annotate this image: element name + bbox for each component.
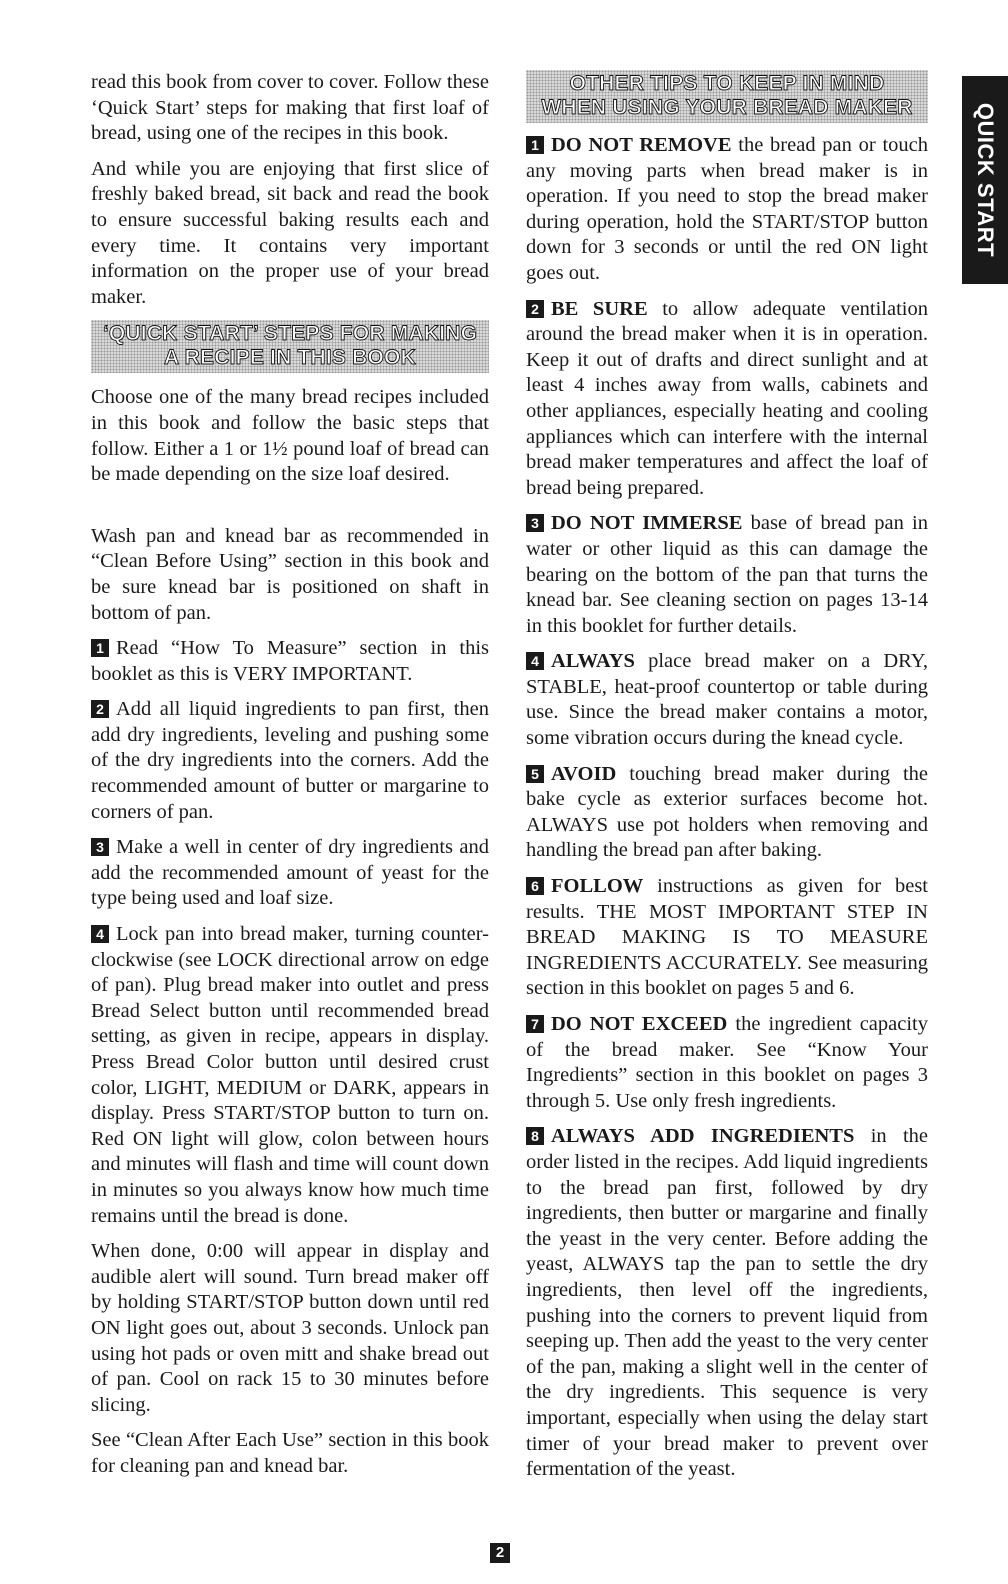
tip-number-badge: 2 — [526, 300, 544, 318]
heading-line: A RECIPE IN THIS BOOK — [164, 346, 416, 370]
tip-text: instructions as given for best results. THE MOST IMPORTANT STEP IN BREAD MAKING IS TO MEASURE INGREDIENTS ACCURATELY. See measuring section in this booklet on pages 5 and 6. — [526, 875, 928, 1000]
step-text: Read “How To Measure” section in this booklet as this is VERY IMPORTANT. — [91, 637, 489, 685]
tip-lead: FOLLOW — [551, 875, 644, 898]
tip-number-badge: 3 — [526, 514, 544, 532]
side-tab-label: QUICK START — [973, 102, 998, 258]
tip-text: the bread pan or touch any moving parts when bread maker is in operation. If you need to stop the bread maker during operation, hold the START/STOP button down for 3 seconds or until the red ON light goes out. — [526, 134, 928, 284]
tip-item — [526, 133, 928, 287]
tip-item — [526, 297, 928, 502]
step-item — [91, 697, 489, 825]
step-item — [91, 922, 489, 1229]
wash-pan-paragraph: Wash pan and knead bar as recommended in “Clean Before Using” section in this book and be sure knead bar is positioned on shaft in bottom of pan. — [91, 524, 489, 624]
other-tips-heading — [526, 70, 928, 123]
tip-item — [526, 1012, 928, 1114]
step-number-badge: 2 — [91, 700, 109, 718]
page-number: 2 — [490, 1543, 510, 1563]
tip-text: in the order listed in the recipes. Add liquid ingredients to the bread pan first, followed by dry ingredients, then butter or margarine and finally the yeast in the very center. Before adding the yeast, ALWAYS tap the pan to settle the dry ingredients, then level off the ingredients, pushing into the corners to prevent liquid from seeping up. Then add the yeast to the very center of the pan, making a slight well in the center of the dry ingredients. This sequence is very important, especially when using the delay start timer of your bread maker to prevent over fermentation of the yeast. — [526, 1125, 928, 1481]
tip-text: the ingredient capacity of the bread maker. See “Know Your Ingredients” section in this booklet on pages 3 through 5. Use only fresh ingredients. — [526, 1013, 928, 1112]
tip-lead: AVOID — [551, 762, 617, 785]
tip-lead: DO NOT REMOVE — [551, 134, 732, 156]
intro-paragraph: read this book from cover to cover. Follow these ‘Quick Start’ steps for making that first loaf of bread, using one of the recipes in this book. — [91, 71, 489, 145]
tip-item — [526, 649, 928, 751]
step-text: Make a well in center of dry ingredients and add the recommended amount of yeast for the type being used and loaf size. — [91, 836, 489, 910]
tip-number-badge: 6 — [526, 877, 544, 895]
choose-recipe-paragraph: Choose one of the many bread recipes included in this book and follow the basic steps that follow. Either a 1 or 1½ pound loaf of bread can be made depending on the size loaf desired. — [91, 386, 489, 486]
tip-item — [526, 762, 928, 864]
see-clean-paragraph: See “Clean After Each Use” section in this book for cleaning pan and knead bar. — [91, 1429, 489, 1477]
intro-paragraph-2: And while you are enjoying that first slice of freshly baked bread, sit back and read the book to ensure successful baking results each and every time. It contains very important information on the proper use of your bread maker. — [91, 157, 489, 308]
heading-line: ‘QUICK START’ STEPS FOR MAKING — [102, 322, 478, 346]
tip-item — [526, 874, 928, 1002]
tip-number-badge: 1 — [526, 136, 544, 154]
heading-line: WHEN USING YOUR BREAD MAKER — [541, 96, 913, 119]
step-number-badge: 3 — [91, 838, 109, 856]
tip-number-badge: 8 — [526, 1127, 544, 1145]
tip-item — [526, 1124, 928, 1482]
left-column — [91, 70, 489, 1490]
tip-lead: DO NOT EXCEED — [551, 1013, 728, 1035]
step-text: Add all liquid ingredients to pan first, then add dry ingredients, leveling and pushing some of the dry ingredients into the corners. Add the recommended amount of butter or margarine to corners of pan. — [91, 698, 489, 823]
quick-start-heading — [91, 320, 489, 373]
tip-lead: ALWAYS — [551, 650, 635, 673]
step-number-badge: 1 — [91, 639, 109, 657]
tip-number-badge: 4 — [526, 652, 544, 670]
tip-lead: BE SURE — [551, 297, 648, 320]
tip-text: base of bread pan in water or other liquid as this can damage the bearing on the bottom of the pan that turns the knead bar. See cleaning section on pages 13-14 in this booklet for further details. — [526, 512, 929, 637]
tip-text: to allow adequate ventilation around the bread maker when it is in operation. Keep it out of drafts and direct sunlight and at least 4 inches away from walls, cabinets and other appliances, especially heating and cooling appliances which can interfere with the internal bread maker temperatures and affect the loaf of bread being prepared. — [526, 297, 928, 499]
step-item — [91, 636, 489, 687]
heading-line: OTHER TIPS TO KEEP IN MIND — [569, 72, 885, 95]
tip-item — [526, 511, 928, 639]
right-column — [526, 70, 928, 1493]
step-number-badge: 4 — [91, 925, 109, 943]
tip-number-badge: 7 — [526, 1015, 544, 1033]
step-text: Lock pan into bread maker, turning counter-clockwise (see LOCK directional arrow on edge of pan). Plug bread maker into outlet and press Bread Select button until recommended bread setting, as given in recipe, appears in display. Press Bread Color button until desired crust color, LIGHT, MEDIUM or DARK, appears in display. Press START/STOP button to turn on. Red ON light will glow, colon between hours and minutes will flash and time will count down in minutes so you always know how much time remains until the bread is done. — [91, 923, 489, 1227]
tip-number-badge: 5 — [526, 765, 544, 783]
tip-text: place bread maker on a DRY, STABLE, heat-proof countertop or table during use. Since the bread maker contains a motor, some vibration occurs during the knead cycle. — [526, 650, 928, 750]
tip-lead: ALWAYS ADD INGREDIENTS — [551, 1125, 855, 1148]
tip-text: touching bread maker during the bake cycle as exterior surfaces become hot. ALWAYS use pot holders when removing and handling the bread pan after baking. — [526, 762, 928, 862]
when-done-paragraph: When done, 0:00 will appear in display and audible alert will sound. Turn bread maker off by holding START/STOP button down until red ON light goes out, about 3 seconds. Unlock pan using hot pads or oven mitt and shake bread out of pan. Cool on rack 15 to 30 minutes before slicing. — [91, 1240, 489, 1416]
step-item — [91, 835, 489, 912]
tip-lead: DO NOT IMMERSE — [551, 512, 743, 535]
